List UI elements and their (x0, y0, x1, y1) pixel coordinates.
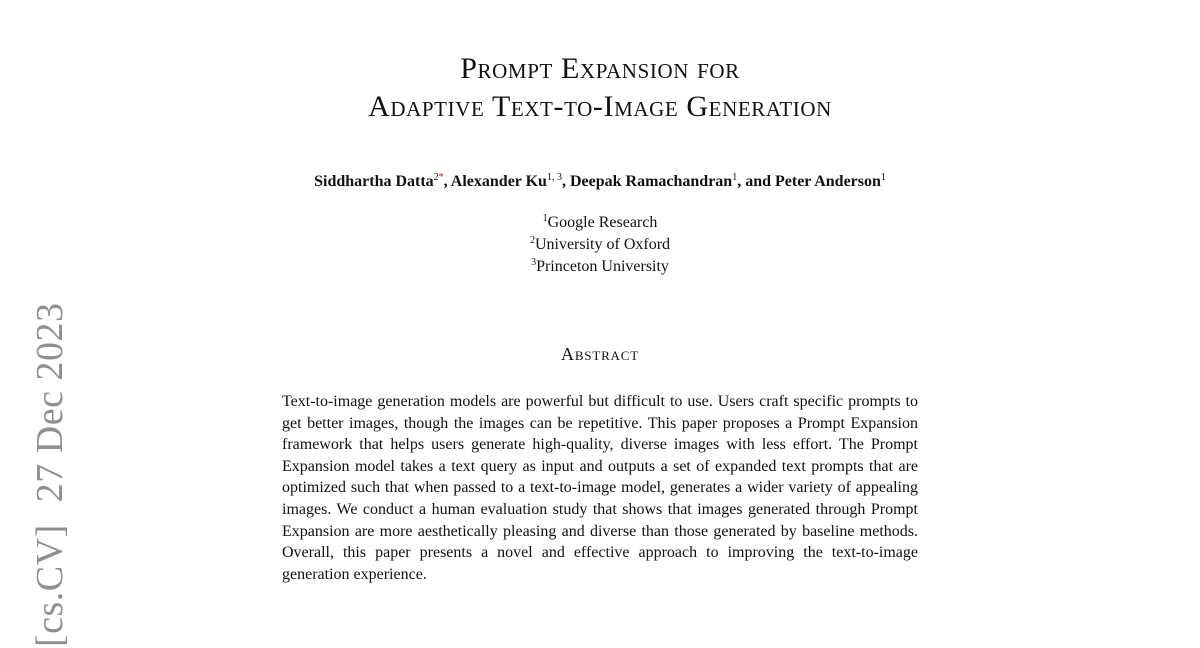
abstract-text: Text-to-image generation models are powerful but difficult to use. Users craft specific prompts to get better images, though the images can be repetitive. This paper proposes a Prompt Expansion framework that helps users generate high-quality, diverse images with less effort. The Prompt Expansion model takes a text query as input and outputs a set of expanded text prompts that are optimized such that when passed to a text-to-image model, generates a wider variety of appealing images. We conduct a human evaluation study that shows that images generated through Prompt Expansion are more aesthetically pleasing and diverse than those generated by baseline methods. Overall, this paper presents a novel and effective approach to improving the text-to-image generation experience. (282, 393, 918, 583)
arxiv-date: 27 Dec 2023 (29, 302, 71, 503)
title-line-2: Adaptive Text-to-Image Generation (368, 90, 832, 123)
arxiv-category: [cs.CV] (29, 524, 71, 647)
corresponding-author-mark: * (438, 172, 444, 183)
abstract-heading: Abstract (561, 344, 639, 364)
title-line-1: Prompt Expansion for (460, 52, 740, 85)
paper-title (0, 50, 1200, 126)
author-affiliation-mark: 1 (880, 172, 886, 183)
affiliation-item: $^1$Google Research (542, 213, 658, 231)
affiliation-item: $^3$Princeton University (531, 257, 669, 275)
author-name: Alexander Ku (450, 173, 547, 190)
author-affiliation-mark: 1, 3 (546, 172, 562, 183)
author-name: Peter Anderson (774, 173, 881, 190)
author-list (0, 172, 1200, 192)
affiliation-item: $^2$University of Oxford (529, 235, 671, 253)
author-affiliation-mark: 1 (732, 172, 738, 183)
author-separator: , (561, 173, 570, 190)
author-name: Siddhartha Datta (314, 173, 434, 190)
author-affiliation-mark: 2* (433, 172, 444, 183)
author-name: Deepak Ramachandran (569, 173, 733, 190)
author-separator: , (443, 173, 451, 190)
author-separator: , and (737, 173, 775, 190)
affiliation-list (0, 212, 1200, 278)
